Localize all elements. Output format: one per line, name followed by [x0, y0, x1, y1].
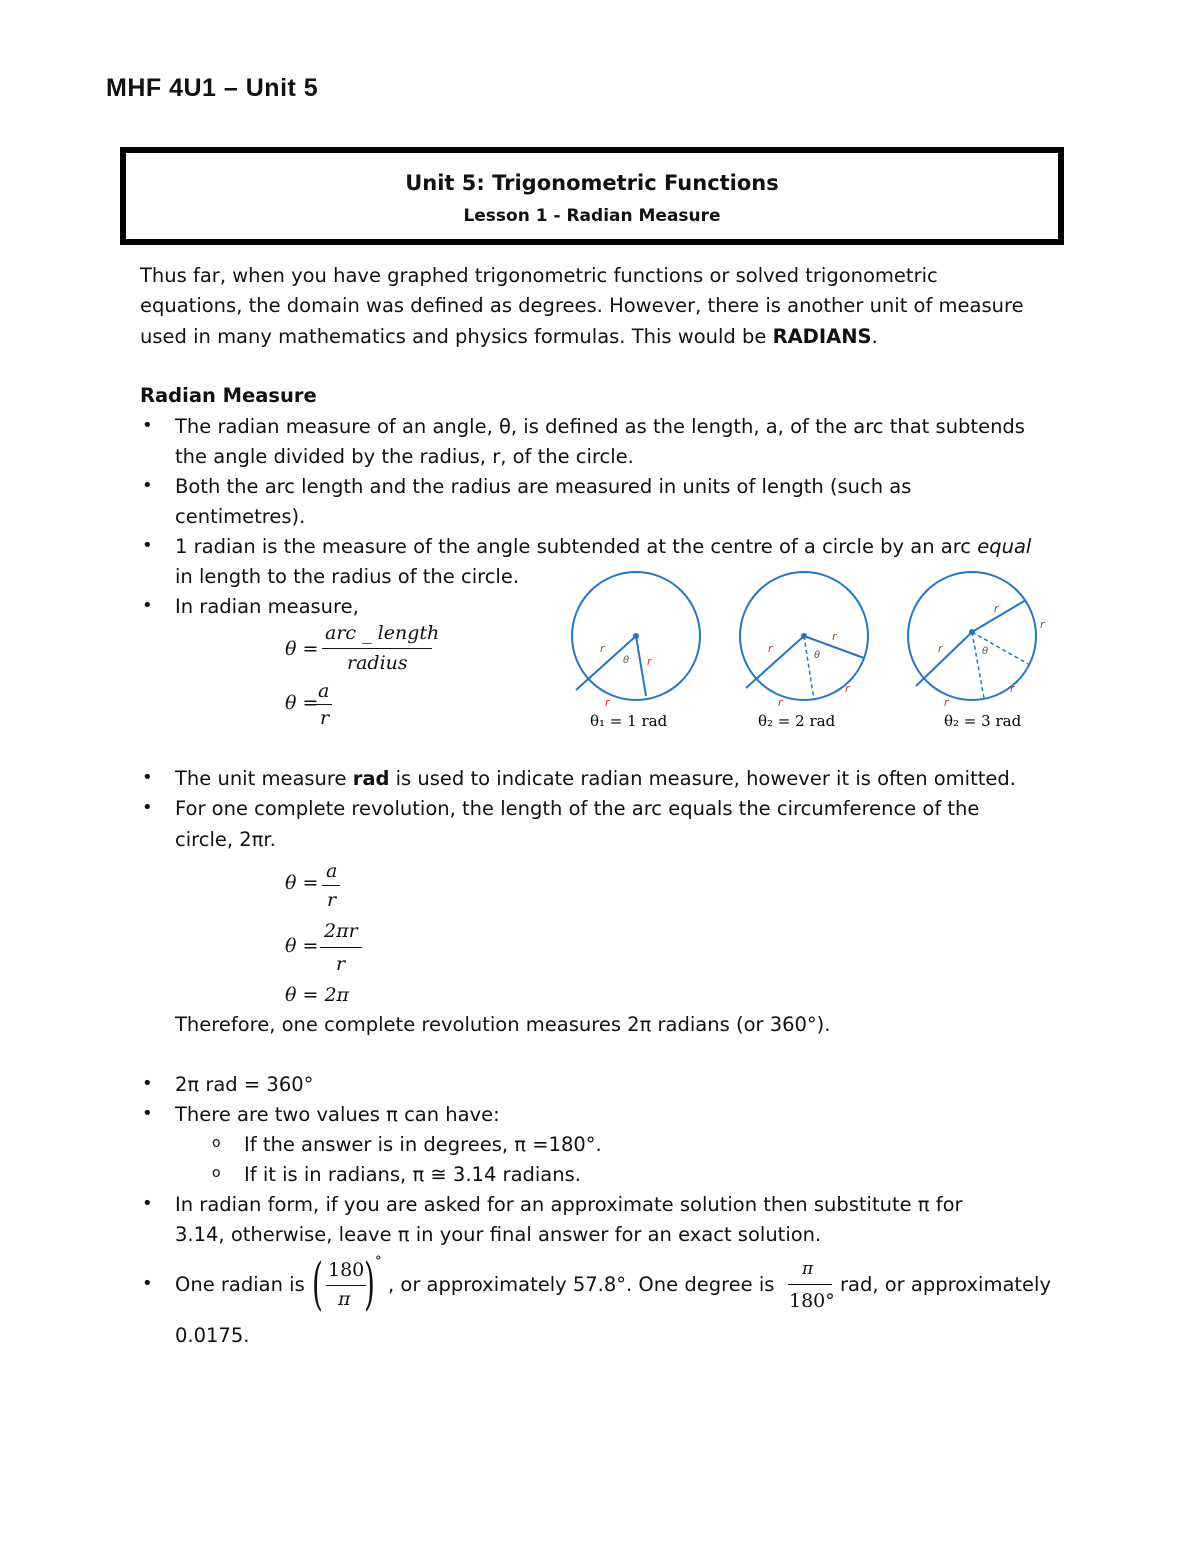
- bullet-dot: •: [142, 767, 153, 788]
- bullet-dot: •: [142, 475, 153, 496]
- bullet-dot: •: [142, 1073, 153, 1094]
- fraction-bar: [788, 1284, 832, 1285]
- radius-line-3a: [916, 632, 972, 686]
- intro-period: .: [871, 325, 878, 348]
- radius-line-1b: [636, 636, 646, 696]
- bullet-5: [175, 764, 1016, 794]
- unit-title: Unit 5: Trigonometric Functions: [405, 171, 779, 195]
- equal-emphasis: equal: [977, 535, 1032, 558]
- course-header: MHF 4U1 – Unit 5: [106, 74, 319, 102]
- r-label: r: [938, 642, 943, 655]
- circle-one-radian: [572, 572, 700, 709]
- caption-3: θ₂ = 3 rad: [944, 712, 1022, 730]
- r-label: r: [1010, 682, 1015, 695]
- bullet-dot: •: [142, 1103, 153, 1124]
- bullet-5-text-end: is used to indicate radian measure, however it is often omitted.: [389, 767, 1016, 790]
- r-label: r: [832, 630, 837, 643]
- r-label: r: [994, 602, 999, 615]
- center-dot-1: [633, 633, 639, 639]
- one-eighty-numerator: 180: [328, 1259, 365, 1281]
- theta-equals-2: θ =: [285, 692, 319, 714]
- center-dot-2: [801, 633, 807, 639]
- title-box: [120, 147, 1064, 245]
- radius-line-2a: [746, 636, 804, 688]
- r-denominator: r: [336, 953, 346, 975]
- bullet-2-line-2: centimetres).: [175, 505, 306, 528]
- theta-label: θ: [982, 646, 989, 657]
- fraction-bar: [322, 648, 432, 649]
- bullet-dot: •: [142, 1193, 153, 1214]
- r-denominator: r: [320, 707, 330, 729]
- bullet-6-line-1: For one complete revolution, the length of the arc equals the circumference of the: [175, 797, 980, 820]
- r-label: r: [1040, 618, 1045, 631]
- intro-line-3: [140, 322, 878, 352]
- caption-2: θ₂ = 2 rad: [758, 712, 836, 730]
- sub-bullet-1: If the answer is in degrees, π =180°.: [244, 1133, 602, 1156]
- intro-line-2: equations, the domain was defined as degrees. However, there is another unit of measure: [140, 294, 1024, 317]
- theta-label: θ: [814, 650, 821, 661]
- bullet-10-part-1: One radian is: [175, 1273, 305, 1296]
- fraction-bar: [316, 704, 332, 705]
- bullet-9-line-2: 3.14, otherwise, leave π in your final answer for an exact solution.: [175, 1223, 822, 1246]
- section-heading: Radian Measure: [140, 384, 317, 407]
- bullet-7: 2π rad = 360°: [175, 1073, 314, 1096]
- r-label: r: [647, 655, 652, 668]
- theta-equals-2pi: θ = 2π: [285, 984, 350, 1006]
- bullet-10-part-2: , or approximately 57.8°. One degree is: [388, 1273, 775, 1296]
- fraction-bar: [320, 947, 362, 948]
- radius-line-3b: [972, 600, 1026, 632]
- dashed-radius-3b: [972, 632, 984, 698]
- degree-superscript: °: [375, 1254, 382, 1269]
- bullet-dot: •: [142, 535, 153, 556]
- r-label: r: [768, 642, 773, 655]
- bullet-dot: •: [142, 595, 153, 616]
- radian-circle-diagrams: [560, 560, 1080, 740]
- two-pi-r-numerator: 2πr: [324, 920, 358, 942]
- r-label: r: [605, 696, 610, 709]
- sub-bullet-2: If it is in radians, π ≅ 3.14 radians.: [244, 1163, 581, 1186]
- fraction-bar: [322, 885, 340, 886]
- therefore-line: Therefore, one complete revolution measures 2π radians (or 360°).: [175, 1013, 831, 1036]
- bullet-4: In radian measure,: [175, 595, 359, 618]
- bullet-5-text: The unit measure: [175, 767, 353, 790]
- theta-equals-1: θ =: [285, 638, 319, 660]
- rad-emphasis: rad: [352, 767, 390, 790]
- left-paren: (: [312, 1252, 323, 1317]
- r-label: r: [944, 696, 949, 709]
- pi-numerator: π: [802, 1259, 814, 1279]
- theta-equals-4: θ =: [285, 935, 319, 957]
- r-label: r: [600, 642, 605, 655]
- bullet-1-line-2: the angle divided by the radius, r, of the circle.: [175, 445, 634, 468]
- bullet-2-line-1: Both the arc length and the radius are measured in units of length (such as: [175, 475, 912, 498]
- theta-equals-3: θ =: [285, 872, 319, 894]
- bullet-3-line-1: [175, 532, 1031, 562]
- bullet-3-text: 1 radian is the measure of the angle subtended at the centre of a circle by an arc: [175, 535, 978, 558]
- lesson-title: Lesson 1 - Radian Measure: [463, 206, 721, 226]
- a-numerator: a: [326, 860, 338, 882]
- bullet-1-line-1: The radian measure of an angle, θ, is defined as the length, a, of the arc that subtends: [175, 415, 1025, 438]
- radians-emphasis: RADIANS: [772, 325, 872, 348]
- bullet-dot: •: [142, 415, 153, 436]
- r-denominator: r: [327, 889, 337, 911]
- bullet-8: There are two values π can have:: [175, 1103, 500, 1126]
- intro-text: used in many mathematics and physics formulas. This would be: [140, 325, 773, 348]
- dashed-radius-2: [804, 636, 814, 700]
- center-dot-3: [969, 629, 975, 635]
- circle-three-radians: [908, 572, 1046, 709]
- one-eighty-deg-denominator: 180°: [789, 1290, 835, 1312]
- bullet-dot: •: [142, 797, 153, 818]
- bullet-dot: •: [142, 1273, 153, 1294]
- sub-bullet-marker: o: [212, 1165, 221, 1181]
- bullet-6-line-2: circle, 2πr.: [175, 828, 276, 851]
- pi-denominator: π: [338, 1288, 351, 1310]
- r-label: r: [845, 682, 850, 695]
- sub-bullet-marker: o: [212, 1135, 221, 1151]
- caption-1: θ₁ = 1 rad: [590, 712, 668, 730]
- bullet-10-line-2: 0.0175.: [175, 1324, 250, 1347]
- intro-line-1: Thus far, when you have graphed trigonometric functions or solved trigonometric: [140, 264, 938, 287]
- theta-label: θ: [623, 655, 630, 666]
- r-label: r: [778, 696, 783, 709]
- bullet-10-part-3: rad, or approximately: [840, 1273, 1052, 1296]
- arc-length-numerator: arc _ length: [325, 622, 440, 644]
- a-numerator: a: [318, 680, 330, 702]
- fraction-bar: [326, 1285, 366, 1286]
- bullet-9-line-1: In radian form, if you are asked for an approximate solution then substitute π for: [175, 1193, 963, 1216]
- radius-denominator: radius: [347, 652, 408, 674]
- bullet-3-line-2: in length to the radius of the circle.: [175, 565, 520, 588]
- right-paren: ): [364, 1252, 375, 1317]
- dashed-radius-3a: [972, 632, 1028, 664]
- circle-two-radians: [740, 572, 868, 709]
